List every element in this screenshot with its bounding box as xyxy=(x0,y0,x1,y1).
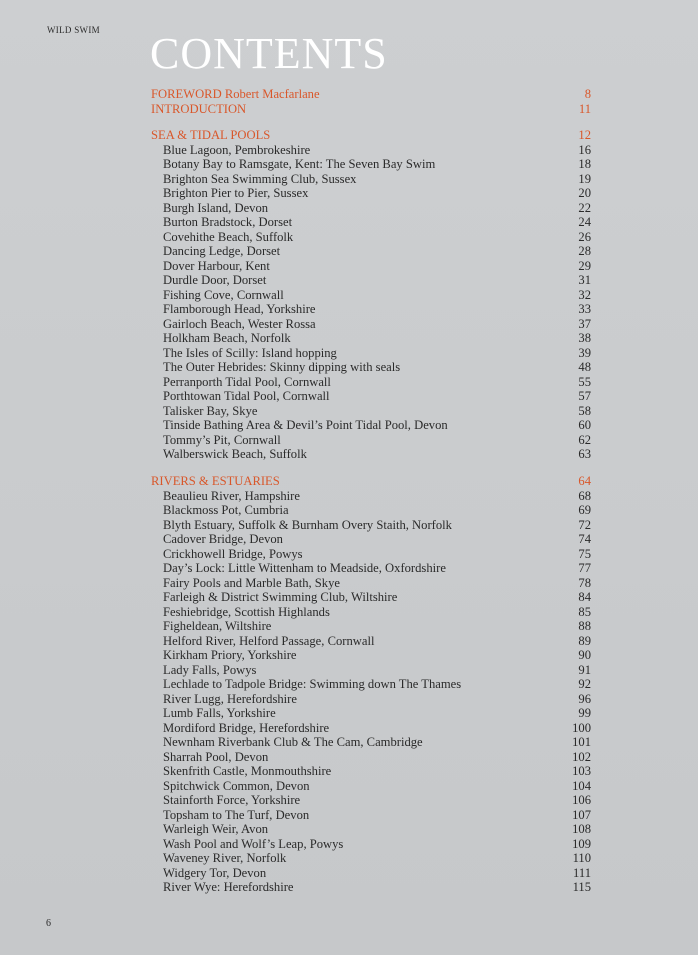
toc-entry xyxy=(151,447,591,462)
toc-entry xyxy=(151,677,591,692)
toc-entry xyxy=(151,663,591,678)
toc-entry xyxy=(151,648,591,663)
toc-entry xyxy=(151,244,591,259)
toc-entry xyxy=(151,157,591,172)
entry-title: Lechlade to Tadpole Bridge: Swimming down The Thames xyxy=(163,677,462,692)
entry-title: Widgery Tor, Devon xyxy=(163,865,267,880)
entry-page-number: 84 xyxy=(578,590,591,605)
toc-entry xyxy=(151,779,591,794)
entry-page-number: 8 xyxy=(584,87,591,101)
entry-page-number: 16 xyxy=(578,142,591,157)
entry-page-number: 89 xyxy=(578,633,591,648)
toc-entry xyxy=(151,317,591,332)
entry-title: Newnham Riverbank Club & The Cam, Cambridge xyxy=(163,735,423,750)
entry-title: Holkham Beach, Norfolk xyxy=(163,331,291,346)
entry-title: Spitchwick Common, Devon xyxy=(163,778,310,793)
entry-title: Perranporth Tidal Pool, Cornwall xyxy=(163,374,331,389)
entry-title: Gairloch Beach, Wester Rossa xyxy=(163,316,316,331)
entry-page-number: 55 xyxy=(578,374,591,389)
entry-title: Warleigh Weir, Avon xyxy=(163,822,269,837)
entry-title: Fairy Pools and Marble Bath, Skye xyxy=(163,575,340,590)
entry-page-number: 103 xyxy=(572,764,591,779)
entry-page-number: 100 xyxy=(572,720,591,735)
entry-page-number: 60 xyxy=(578,418,591,433)
entry-title: Flamborough Head, Yorkshire xyxy=(163,302,316,317)
entry-title: Talisker Bay, Skye xyxy=(163,403,258,418)
entry-page-number: 63 xyxy=(578,447,591,462)
toc-entry xyxy=(151,259,591,274)
toc-entry xyxy=(151,634,591,649)
entry-page-number: 20 xyxy=(578,186,591,201)
entry-page-number: 106 xyxy=(572,793,591,808)
toc-entry xyxy=(151,561,591,576)
toc-entry xyxy=(151,389,591,404)
entry-title: Lady Falls, Powys xyxy=(163,662,257,677)
section-heading xyxy=(151,128,591,143)
entry-title: Covehithe Beach, Suffolk xyxy=(163,229,294,244)
entry-page-number: 85 xyxy=(578,604,591,619)
toc-entry xyxy=(151,793,591,808)
entry-page-number: 29 xyxy=(578,258,591,273)
toc-entry xyxy=(151,822,591,837)
entry-page-number: 24 xyxy=(578,215,591,230)
section-spacer xyxy=(151,116,591,128)
entry-page-number: 115 xyxy=(572,880,591,895)
entry-page-number: 77 xyxy=(578,561,591,576)
toc-entry xyxy=(151,201,591,216)
toc-entry xyxy=(151,547,591,562)
toc-entry xyxy=(151,489,591,504)
table-of-contents xyxy=(151,87,591,895)
entry-page-number: 102 xyxy=(572,749,591,764)
entry-title: Wash Pool and Wolf’s Leap, Powys xyxy=(163,836,344,851)
entry-page-number: 31 xyxy=(578,273,591,288)
entry-page-number: 11 xyxy=(578,101,591,116)
toc-entry xyxy=(151,866,591,881)
toc-entry xyxy=(151,880,591,895)
entry-title: Skenfrith Castle, Monmouthshire xyxy=(163,764,332,779)
toc-entry xyxy=(151,215,591,230)
toc-entry xyxy=(151,346,591,361)
entry-page-number: 99 xyxy=(578,706,591,721)
entry-title: Fishing Cove, Cornwall xyxy=(163,287,284,302)
entry-page-number: 104 xyxy=(572,778,591,793)
toc-entry xyxy=(151,706,591,721)
entry-page-number: 74 xyxy=(578,532,591,547)
entry-title: Burgh Island, Devon xyxy=(163,200,269,215)
toc-entry xyxy=(151,605,591,620)
entry-title: Botany Bay to Ramsgate, Kent: The Seven Bay Swim xyxy=(163,157,436,172)
entry-page-number: 18 xyxy=(578,157,591,172)
entry-page-number: 58 xyxy=(578,403,591,418)
entry-title: Farleigh & District Swimming Club, Wiltshire xyxy=(163,590,398,605)
entry-title: Durdle Door, Dorset xyxy=(163,273,267,288)
toc-entry xyxy=(151,418,591,433)
entry-page-number: 37 xyxy=(578,316,591,331)
front-matter-entry xyxy=(151,102,591,117)
entry-page-number: 75 xyxy=(578,546,591,561)
toc-entry xyxy=(151,302,591,317)
section-heading xyxy=(151,474,591,489)
toc-entry xyxy=(151,764,591,779)
entry-title: Burton Bradstock, Dorset xyxy=(163,215,293,230)
entry-title: Crickhowell Bridge, Powys xyxy=(163,546,303,561)
entry-page-number: 96 xyxy=(578,691,591,706)
entry-title: Blyth Estuary, Suffolk & Burnham Overy Staith, Norfolk xyxy=(163,517,452,532)
entry-title: Day’s Lock: Little Wittenham to Meadside, Oxfordshire xyxy=(163,561,446,576)
entry-page-number: 110 xyxy=(572,851,591,866)
entry-page-number: 72 xyxy=(578,517,591,532)
entry-title: Dover Harbour, Kent xyxy=(163,258,270,273)
entry-page-number: 78 xyxy=(578,575,591,590)
entry-page-number: 48 xyxy=(578,360,591,375)
entry-title: Cadover Bridge, Devon xyxy=(163,532,283,547)
entry-page-number: 64 xyxy=(578,474,591,489)
toc-entry xyxy=(151,404,591,419)
entry-title: River Lugg, Herefordshire xyxy=(163,691,297,706)
entry-title: SEA & TIDAL POOLS xyxy=(151,128,271,143)
entry-title: Figheldean, Wiltshire xyxy=(163,619,272,634)
entry-page-number: 108 xyxy=(572,822,591,837)
page-number: 6 xyxy=(46,918,51,929)
entry-title: Brighton Pier to Pier, Sussex xyxy=(163,186,309,201)
entry-title: INTRODUCTION xyxy=(151,101,247,116)
entry-title: Porthtowan Tidal Pool, Cornwall xyxy=(163,389,330,404)
toc-entry xyxy=(151,503,591,518)
entry-title: Dancing Ledge, Dorset xyxy=(163,244,281,259)
toc-entry xyxy=(151,172,591,187)
entry-title: The Isles of Scilly: Island hopping xyxy=(163,345,337,360)
entry-page-number: 101 xyxy=(572,735,591,750)
entry-title: Beaulieu River, Hampshire xyxy=(163,488,300,503)
entry-page-number: 22 xyxy=(578,200,591,215)
toc-entry xyxy=(151,721,591,736)
toc-entry xyxy=(151,433,591,448)
toc-entry xyxy=(151,375,591,390)
toc-entry xyxy=(151,808,591,823)
toc-entry xyxy=(151,837,591,852)
entry-title: Topsham to The Turf, Devon xyxy=(163,807,310,822)
entry-page-number: 19 xyxy=(578,171,591,186)
toc-entry xyxy=(151,518,591,533)
entry-page-number: 28 xyxy=(578,244,591,259)
entry-page-number: 12 xyxy=(578,128,591,143)
toc-entry xyxy=(151,331,591,346)
entry-page-number: 109 xyxy=(572,836,591,851)
entry-page-number: 107 xyxy=(572,807,591,822)
entry-title: RIVERS & ESTUARIES xyxy=(151,474,280,489)
entry-title: Tinside Bathing Area & Devil’s Point Tidal Pool, Devon xyxy=(163,418,448,433)
entry-page-number: 33 xyxy=(578,302,591,317)
toc-entry xyxy=(151,186,591,201)
entry-title: Helford River, Helford Passage, Cornwall xyxy=(163,633,375,648)
entry-title: Brighton Sea Swimming Club, Sussex xyxy=(163,171,357,186)
entry-page-number: 38 xyxy=(578,331,591,346)
entry-page-number: 111 xyxy=(573,865,591,880)
entry-page-number: 90 xyxy=(578,648,591,663)
entry-title: Walberswick Beach, Suffolk xyxy=(163,447,307,462)
entry-title: Blue Lagoon, Pembrokeshire xyxy=(163,142,311,157)
entry-page-number: 32 xyxy=(578,287,591,302)
entry-title: River Wye: Herefordshire xyxy=(163,880,294,895)
entry-page-number: 39 xyxy=(578,345,591,360)
entry-title: The Outer Hebrides: Skinny dipping with seals xyxy=(163,360,401,375)
front-matter-entry xyxy=(151,87,591,102)
entry-title: Tommy’s Pit, Cornwall xyxy=(163,432,281,447)
section-spacer xyxy=(151,462,591,474)
entry-page-number: 62 xyxy=(578,432,591,447)
entry-title: Sharrah Pool, Devon xyxy=(163,749,269,764)
toc-entry xyxy=(151,750,591,765)
entry-title: Kirkham Priory, Yorkshire xyxy=(163,648,297,663)
entry-page-number: 26 xyxy=(578,229,591,244)
toc-entry xyxy=(151,230,591,245)
entry-title: Lumb Falls, Yorkshire xyxy=(163,706,276,721)
toc-entry xyxy=(151,532,591,547)
entry-page-number: 92 xyxy=(578,677,591,692)
entry-title: FOREWORD Robert Macfarlane xyxy=(151,87,320,101)
toc-entry xyxy=(151,143,591,158)
entry-page-number: 68 xyxy=(578,488,591,503)
running-head: WILD SWIM xyxy=(47,25,100,35)
page-title: CONTENTS xyxy=(150,29,388,78)
toc-entry xyxy=(151,273,591,288)
entry-title: Blackmoss Pot, Cumbria xyxy=(163,503,289,518)
entry-title: Feshiebridge, Scottish Highlands xyxy=(163,604,330,619)
toc-entry xyxy=(151,288,591,303)
toc-entry xyxy=(151,851,591,866)
toc-entry xyxy=(151,576,591,591)
entry-page-number: 69 xyxy=(578,503,591,518)
toc-entry xyxy=(151,692,591,707)
toc-entry xyxy=(151,735,591,750)
entry-title: Stainforth Force, Yorkshire xyxy=(163,793,301,808)
entry-page-number: 88 xyxy=(578,619,591,634)
toc-entry xyxy=(151,619,591,634)
toc-entry xyxy=(151,360,591,375)
entry-title: Waveney River, Norfolk xyxy=(163,851,287,866)
entry-page-number: 91 xyxy=(578,662,591,677)
entry-title: Mordiford Bridge, Herefordshire xyxy=(163,720,330,735)
toc-entry xyxy=(151,590,591,605)
entry-page-number: 57 xyxy=(578,389,591,404)
